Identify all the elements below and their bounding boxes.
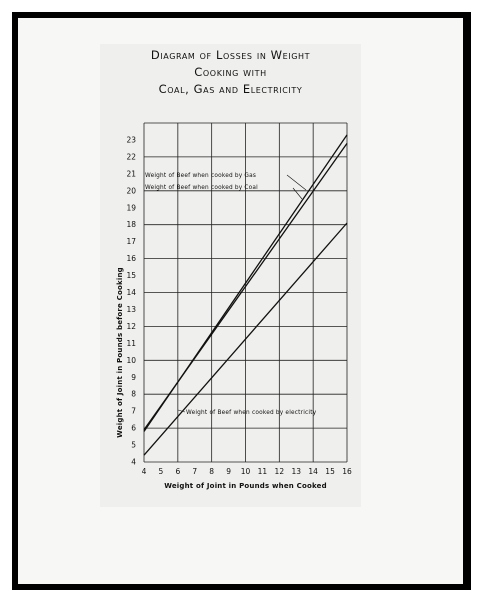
y-tick-labels [126, 135, 136, 466]
y-tick-label: 4 [131, 457, 136, 467]
y-tick-label: 18 [126, 220, 136, 230]
y-tick-label: 17 [126, 237, 136, 247]
series-label: Weight of Beef when cooked by electricity [186, 410, 317, 416]
y-tick-label: 21 [126, 169, 136, 179]
y-tick-label: 6 [131, 423, 136, 433]
x-tick-label: 16 [342, 467, 352, 476]
y-tick-label: 8 [131, 389, 136, 399]
series-label: Weight of Beef when cooked by Coal [145, 185, 258, 191]
y-tick-label: 7 [131, 406, 136, 416]
y-tick-label: 22 [126, 152, 136, 162]
x-tick-label: 4 [141, 467, 147, 476]
chart-title-line-2: Cooking with [194, 65, 267, 79]
x-axis-title: Weight of Joint in Pounds when Cooked [164, 482, 327, 490]
y-tick-label: 10 [126, 355, 136, 365]
y-tick-label: 14 [126, 288, 136, 297]
x-tick-label: 5 [158, 467, 164, 476]
x-tick-label: 15 [325, 467, 335, 476]
series-label-leader [287, 175, 306, 190]
y-tick-label: 20 [126, 186, 136, 196]
chart-title-line-1: Diagram of Losses in Weight [150, 48, 311, 62]
x-tick-label: 7 [192, 467, 198, 476]
series-label-leader [293, 188, 302, 199]
series-label: Weight of Beef when cooked by Gas [145, 173, 257, 179]
x-tick-label: 14 [308, 467, 318, 476]
y-tick-label: 13 [126, 304, 136, 314]
x-tick-label: 6 [175, 467, 181, 476]
y-tick-label: 12 [126, 321, 136, 331]
x-tick-label: 12 [274, 467, 285, 476]
x-tick-labels [142, 467, 352, 476]
y-tick-label: 9 [131, 372, 136, 382]
x-tick-label: 10 [240, 467, 251, 476]
x-tick-label: 13 [291, 467, 302, 476]
y-tick-label: 23 [126, 135, 136, 145]
x-tick-label: 8 [209, 467, 215, 476]
y-axis-title: Weight of Joint in Pounds before Cooking [116, 267, 124, 438]
x-tick-label: 9 [226, 467, 231, 476]
y-tick-label: 5 [131, 440, 136, 450]
y-tick-label: 15 [126, 271, 136, 281]
y-tick-label: 16 [126, 254, 136, 264]
y-tick-label: 19 [126, 203, 136, 213]
y-tick-label: 11 [126, 338, 136, 348]
chart-title-line-3: Coal, Gas and Electricity [158, 82, 303, 96]
series-labels [145, 173, 317, 416]
x-tick-label: 11 [257, 467, 268, 476]
